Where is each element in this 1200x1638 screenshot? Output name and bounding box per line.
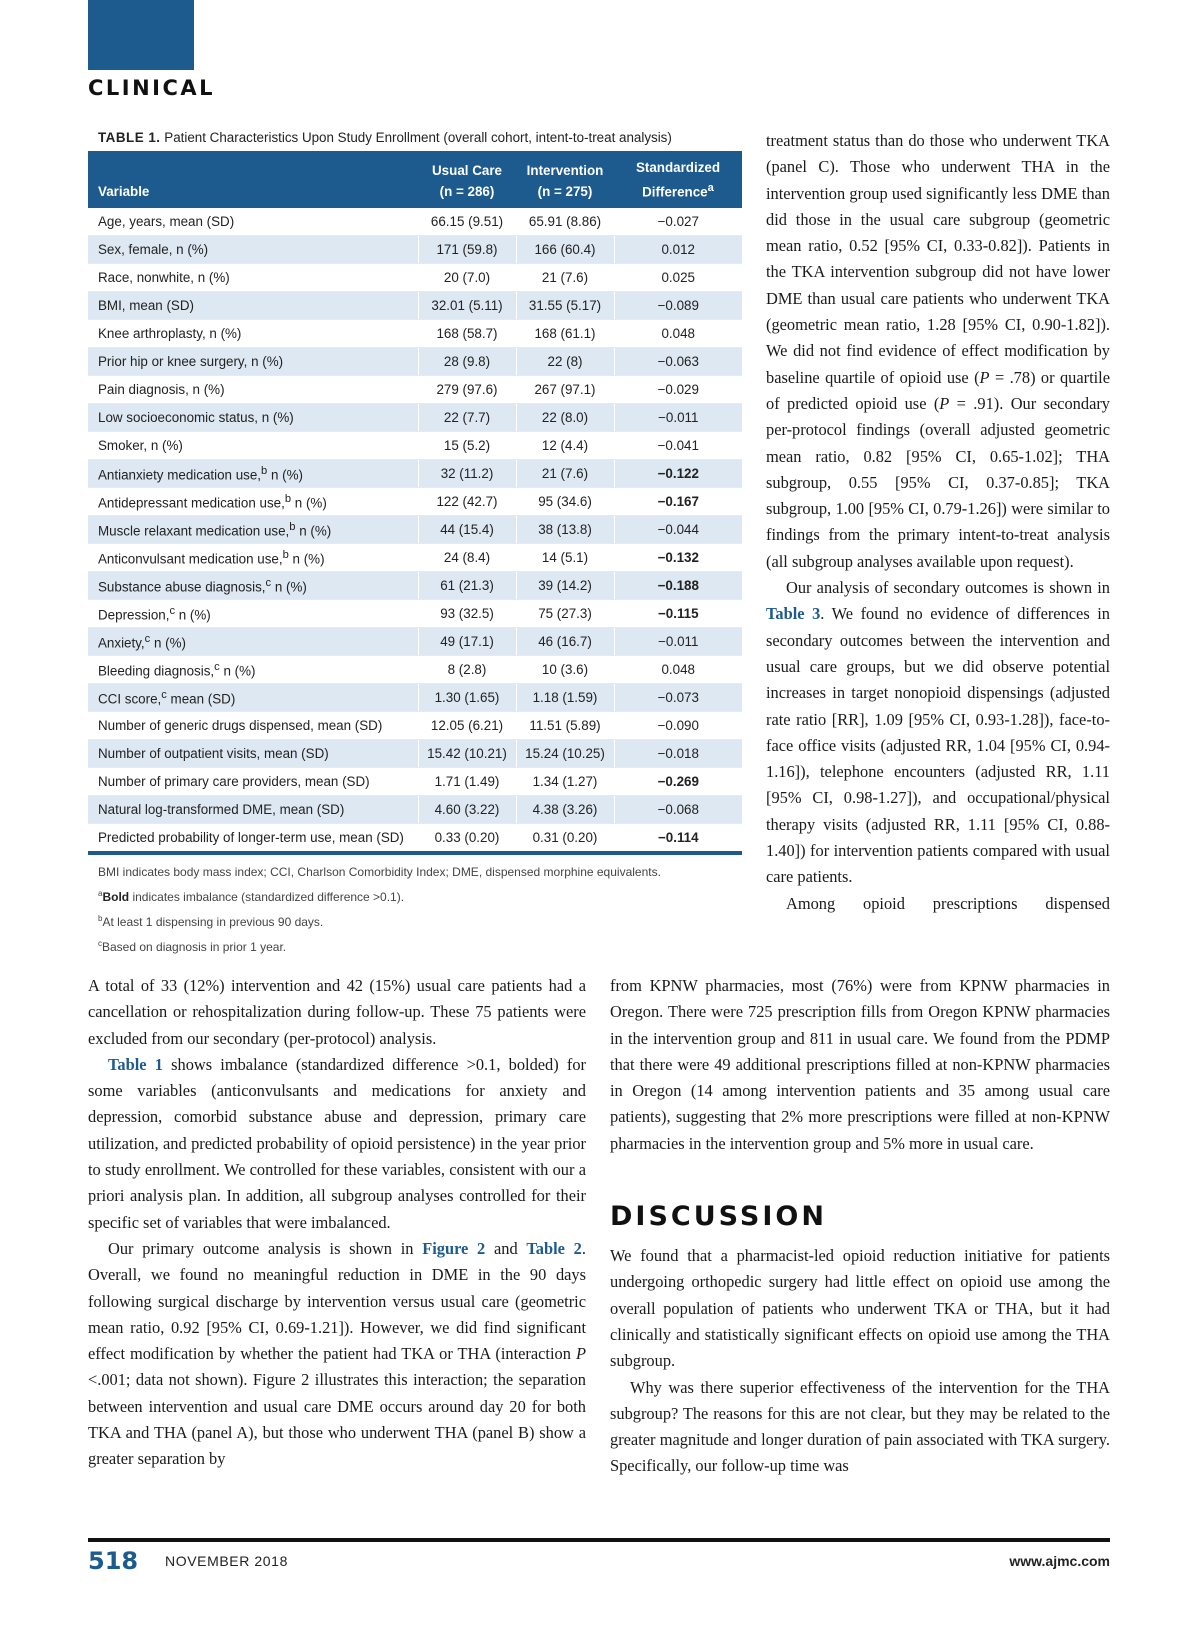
table-row xyxy=(88,768,742,796)
cell-std-difference: −0.018 xyxy=(614,740,742,768)
cell-variable: Number of outpatient visits, mean (SD) xyxy=(88,740,418,768)
cell-usual-care: 93 (32.5) xyxy=(418,600,516,628)
paragraph: treatment status than do those who underwent TKA (panel C). Those who underwent THA in the intervention group used significantly less DME than did those in the usual care subgroup (geometric mean ratio, 0.52 [95% CI, 0.33-0.82]). Patients in the TKA intervention subgroup did not have lower DME than usual care patients who underwent TKA (geometric mean ratio, 1.28 [95% CI, 0.90-1.82]). We did not find evidence of effect modification by baseline quartile of opioid use (P = .78) or quartile of predicted opioid use (P = .91). Our secondary per-protocol findings (overall adjusted geometric mean ratio, 0.82 [95% CI, 0.65-1.02]; THA subgroup, 0.55 [95% CI, 0.37-0.85]; TKA subgroup, 1.00 [95% CI, 0.79-1.26]) were similar to findings from the primary intent-to-treat analysis (all subgroup analyses available upon request). xyxy=(766,131,1111,571)
body-column-right-top xyxy=(766,128,1110,917)
footnote-b: $^b$At least 1 dispensing in previous 90 days. xyxy=(98,914,324,930)
table-row xyxy=(88,320,742,348)
cell-variable: Antianxiety medication use,$^b$ n (%) xyxy=(88,460,418,488)
cell-variable: Predicted probability of longer-term use, mean (SD) xyxy=(88,824,418,854)
cell-intervention: 11.51 (5.89) xyxy=(516,712,614,740)
cell-usual-care: 66.15 (9.51) xyxy=(418,208,516,236)
cell-variable: Race, nonwhite, n (%) xyxy=(88,264,418,292)
cell-usual-care: 49 (17.1) xyxy=(418,628,516,656)
footer-rule xyxy=(88,1538,1110,1542)
cell-intervention: 38 (13.8) xyxy=(516,516,614,544)
cell-variable: Bleeding diagnosis,$^c$ n (%) xyxy=(88,656,418,684)
cell-variable: BMI, mean (SD) xyxy=(88,292,418,320)
table-row xyxy=(88,404,742,432)
cell-std-difference: −0.068 xyxy=(614,796,742,824)
cell-usual-care: 32.01 (5.11) xyxy=(418,292,516,320)
cell-usual-care: 0.33 (0.20) xyxy=(418,824,516,854)
cell-variable: Anticonvulsant medication use,$^b$ n (%) xyxy=(88,544,418,572)
table-row xyxy=(88,824,742,854)
table-row xyxy=(88,488,742,516)
cell-intervention: 15.24 (10.25) xyxy=(516,740,614,768)
cell-variable: Sex, female, n (%) xyxy=(88,236,418,264)
paragraph: from KPNW pharmacies, most (76%) were from KPNW pharmacies in Oregon. There were 725 prescription fills from Oregon KPNW pharmacies in the intervention group and 811 in usual care. We found from the PDMP that there were 49 additional prescriptions filled at non-KPNW pharmacies in Oregon (14 among intervention patients and 35 among usual care patients), suggesting that 2% more prescriptions were filled at non-KPNW pharmacies in the intervention group and 5% more in usual care. xyxy=(610,976,1110,1153)
body-column-right xyxy=(610,973,1110,1480)
cell-intervention: 39 (14.2) xyxy=(516,572,614,600)
table-row xyxy=(88,264,742,292)
cell-variable: Smoker, n (%) xyxy=(88,432,418,460)
cell-intervention: 1.18 (1.59) xyxy=(516,684,614,712)
cell-variable: Natural log-transformed DME, mean (SD) xyxy=(88,796,418,824)
cell-intervention: 95 (34.6) xyxy=(516,488,614,516)
figure-2-link[interactable]: Figure 2 xyxy=(422,1238,486,1258)
col-header-std-difference: Standardized Difference$^a$ xyxy=(614,151,742,208)
cell-usual-care: 28 (9.8) xyxy=(418,348,516,376)
cell-usual-care: 24 (8.4) xyxy=(418,544,516,572)
cell-intervention: 46 (16.7) xyxy=(516,628,614,656)
cell-std-difference: −0.044 xyxy=(614,516,742,544)
cell-usual-care: 61 (21.3) xyxy=(418,572,516,600)
site-url[interactable]: www.ajmc.com xyxy=(1009,1553,1110,1569)
cell-std-difference: −0.114 xyxy=(614,824,742,854)
cell-usual-care: 1.30 (1.65) xyxy=(418,684,516,712)
cell-variable: Prior hip or knee surgery, n (%) xyxy=(88,348,418,376)
section-color-block xyxy=(88,0,194,70)
table-1 xyxy=(88,130,742,961)
table-row xyxy=(88,348,742,376)
cell-intervention: 166 (60.4) xyxy=(516,236,614,264)
footnote-a: $^a$Bold indicates imbalance (standardized difference >0.1). xyxy=(98,889,405,905)
cell-intervention: 12 (4.4) xyxy=(516,432,614,460)
paragraph: A total of 33 (12%) intervention and 42 (15%) usual care patients had a cancellation or rehospitalization during follow-up. These 75 patients were excluded from our secondary (per-protocol) analysis. xyxy=(88,976,586,1048)
cell-usual-care: 15 (5.2) xyxy=(418,432,516,460)
cell-intervention: 65.91 (8.86) xyxy=(516,208,614,236)
issue-date: NOVEMBER 2018 xyxy=(165,1553,288,1569)
cell-intervention: 14 (5.1) xyxy=(516,544,614,572)
cell-std-difference: −0.132 xyxy=(614,544,742,572)
cell-intervention: 31.55 (5.17) xyxy=(516,292,614,320)
cell-std-difference: −0.011 xyxy=(614,628,742,656)
cell-variable: Number of primary care providers, mean (SD) xyxy=(88,768,418,796)
cell-usual-care: 12.05 (6.21) xyxy=(418,712,516,740)
cell-usual-care: 15.42 (10.21) xyxy=(418,740,516,768)
cell-std-difference: −0.027 xyxy=(614,208,742,236)
cell-intervention: 4.38 (3.26) xyxy=(516,796,614,824)
cell-std-difference: −0.089 xyxy=(614,292,742,320)
cell-std-difference: −0.041 xyxy=(614,432,742,460)
table-row xyxy=(88,544,742,572)
cell-variable: Anxiety,$^c$ n (%) xyxy=(88,628,418,656)
table-row xyxy=(88,684,742,712)
cell-usual-care: 168 (58.7) xyxy=(418,320,516,348)
cell-std-difference: 0.048 xyxy=(614,656,742,684)
table-row xyxy=(88,656,742,684)
cell-variable: Pain diagnosis, n (%) xyxy=(88,376,418,404)
col-header-variable: Variable xyxy=(88,151,418,208)
cell-std-difference: 0.012 xyxy=(614,236,742,264)
table-row xyxy=(88,628,742,656)
table-row xyxy=(88,572,742,600)
table-caption: Patient Characteristics Upon Study Enrollment (overall cohort, intent-to-treat analysis) xyxy=(164,130,672,145)
table-body xyxy=(88,208,742,853)
cell-std-difference: 0.048 xyxy=(614,320,742,348)
table-title xyxy=(98,130,742,145)
cell-std-difference: 0.025 xyxy=(614,264,742,292)
cell-std-difference: −0.122 xyxy=(614,460,742,488)
table-1-link[interactable]: Table 1 xyxy=(108,1054,163,1074)
paragraph: We found that a pharmacist-led opioid reduction initiative for patients undergoing orthopedic surgery had little effect on opioid use among the overall population of patients who underwent TKA or THA, but it had clinically and statistically significant effects on opioid use among the THA subgroup. xyxy=(610,1246,1110,1371)
cell-std-difference: −0.011 xyxy=(614,404,742,432)
cell-usual-care: 4.60 (3.22) xyxy=(418,796,516,824)
cell-intervention: 168 (61.1) xyxy=(516,320,614,348)
cell-std-difference: −0.188 xyxy=(614,572,742,600)
cell-usual-care: 20 (7.0) xyxy=(418,264,516,292)
cell-usual-care: 8 (2.8) xyxy=(418,656,516,684)
cell-std-difference: −0.090 xyxy=(614,712,742,740)
cell-usual-care: 122 (42.7) xyxy=(418,488,516,516)
characteristics-table xyxy=(88,151,742,855)
table-row xyxy=(88,740,742,768)
table-row xyxy=(88,208,742,236)
cell-intervention: 10 (3.6) xyxy=(516,656,614,684)
table-row xyxy=(88,712,742,740)
cell-intervention: 21 (7.6) xyxy=(516,460,614,488)
footnote-abbreviations: BMI indicates body mass index; CCI, Charlson Comorbidity Index; DME, dispensed morphine equivalents. xyxy=(98,865,661,880)
table-row xyxy=(88,292,742,320)
table-row xyxy=(88,516,742,544)
paragraph: Our primary outcome analysis is shown in Figure 2 and Table 2. Overall, we found no meaningful reduction in DME in the 90 days following surgical discharge by intervention versus usual care (geometric mean ratio, 0.92 [95% CI, 0.69-1.21]). However, we did find significant effect modification by whether the patient had TKA or THA (interaction P <.001; data not shown). Figure 2 illustrates this interaction; the separation between intervention and usual care DME occurs around day 20 for both TKA and THA (panel A), but those who underwent THA (panel B) show a greater separation by xyxy=(88,1238,586,1469)
cell-intervention: 21 (7.6) xyxy=(516,264,614,292)
paragraph: Among opioid prescriptions dispensed xyxy=(786,893,1110,913)
table-row xyxy=(88,376,742,404)
cell-variable: Antidepressant medication use,$^b$ n (%) xyxy=(88,488,418,516)
table-row xyxy=(88,432,742,460)
cell-variable: Number of generic drugs dispensed, mean (SD) xyxy=(88,712,418,740)
col-header-intervention: Intervention (n = 275) xyxy=(516,151,614,208)
footnote-c: $^c$Based on diagnosis in prior 1 year. xyxy=(98,939,287,955)
paragraph: Why was there superior effectiveness of the intervention for the THA subgroup? The reasons for this are not clear, but they may be related to the greater magnitude and longer duration of pain associated with TKA surgery. Specifically, our follow-up time was xyxy=(610,1377,1110,1476)
cell-intervention: 22 (8) xyxy=(516,348,614,376)
cell-std-difference: −0.073 xyxy=(614,684,742,712)
cell-intervention: 0.31 (0.20) xyxy=(516,824,614,854)
cell-std-difference: −0.063 xyxy=(614,348,742,376)
cell-variable: Low socioeconomic status, n (%) xyxy=(88,404,418,432)
paragraph: Table 1 shows imbalance (standardized difference >0.1, bolded) for some variables (anticonvulsants and medications for anxiety and depression, comorbid substance abuse and depression, primary care utilization, and predicted probability of opioid persistence) in the year prior to study enrollment. We controlled for these variables, consistent with our a priori analysis plan. In addition, all subgroup analyses controlled for their specific set of variables that were imbalanced. xyxy=(88,1054,586,1232)
cell-variable: Knee arthroplasty, n (%) xyxy=(88,320,418,348)
paragraph: Our analysis of secondary outcomes is shown in Table 3. We found no evidence of differences in secondary outcomes between the intervention and usual care groups, but we did observe potential increases in target nonopioid dispensings (adjusted rate ratio [RR], 1.09 [95% CI, 0.93-1.28]), face-to-face office visits (adjusted RR, 1.04 [95% CI, 0.94-1.16]), telephone encounters (adjusted RR, 1.11 [95% CI, 0.98-1.27]), and occupational/physical therapy visits (adjusted RR, 1.11 [95% CI, 0.88-1.40]) for intervention patients compared with usual care patients. xyxy=(766,578,1110,887)
cell-intervention: 22 (8.0) xyxy=(516,404,614,432)
table-header-row xyxy=(88,151,742,208)
page-number: 518 xyxy=(88,1547,139,1575)
cell-usual-care: 44 (15.4) xyxy=(418,516,516,544)
table-footnotes xyxy=(98,865,668,955)
cell-std-difference: −0.115 xyxy=(614,600,742,628)
section-label: CLINICAL xyxy=(88,76,216,100)
table-3-link[interactable]: Table 3 xyxy=(766,604,821,624)
body-column-left xyxy=(88,973,586,1473)
cell-intervention: 267 (97.1) xyxy=(516,376,614,404)
cell-usual-care: 32 (11.2) xyxy=(418,460,516,488)
table-row xyxy=(88,600,742,628)
cell-variable: Muscle relaxant medication use,$^b$ n (%) xyxy=(88,516,418,544)
table-row xyxy=(88,236,742,264)
cell-variable: Age, years, mean (SD) xyxy=(88,208,418,236)
cell-variable: Substance abuse diagnosis,$^c$ n (%) xyxy=(88,572,418,600)
cell-usual-care: 171 (59.8) xyxy=(418,236,516,264)
table-row xyxy=(88,460,742,488)
discussion-heading: DISCUSSION xyxy=(610,1201,827,1233)
cell-usual-care: 279 (97.6) xyxy=(418,376,516,404)
cell-std-difference: −0.269 xyxy=(614,768,742,796)
cell-variable: CCI score,$^c$ mean (SD) xyxy=(88,684,418,712)
table-row xyxy=(88,796,742,824)
cell-intervention: 75 (27.3) xyxy=(516,600,614,628)
cell-usual-care: 1.71 (1.49) xyxy=(418,768,516,796)
cell-intervention: 1.34 (1.27) xyxy=(516,768,614,796)
col-header-usual-care: Usual Care (n = 286) xyxy=(418,151,516,208)
cell-std-difference: −0.167 xyxy=(614,488,742,516)
cell-usual-care: 22 (7.7) xyxy=(418,404,516,432)
table-number: TABLE 1. xyxy=(98,130,161,145)
table-2-link[interactable]: Table 2 xyxy=(526,1238,582,1258)
cell-variable: Depression,$^c$ n (%) xyxy=(88,600,418,628)
cell-std-difference: −0.029 xyxy=(614,376,742,404)
